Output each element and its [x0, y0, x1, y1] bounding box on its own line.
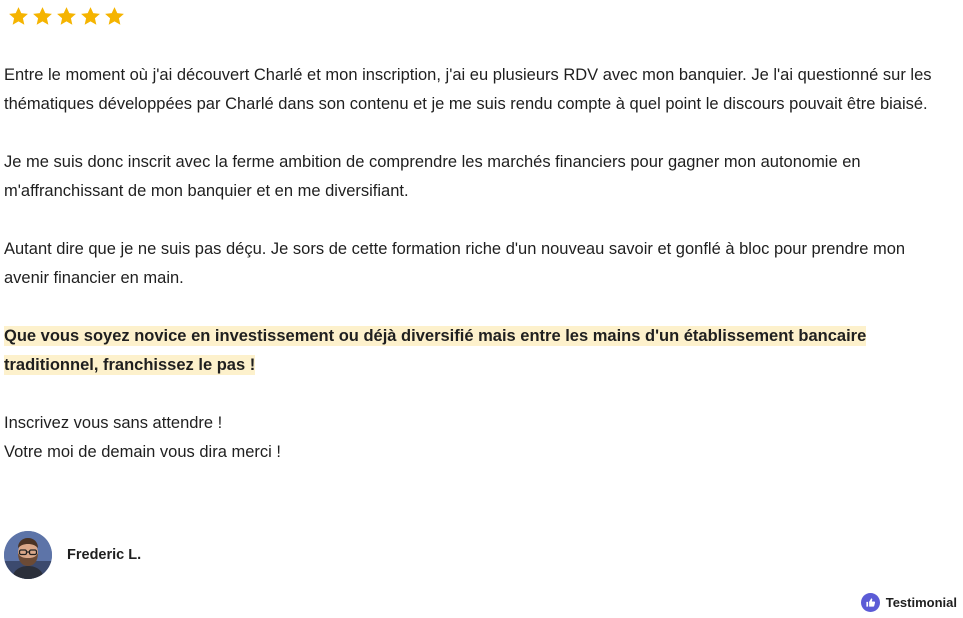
star-icon [55, 5, 78, 28]
review-paragraph: Entre le moment où j'ai découvert Charlé et mon inscription, j'ai eu plusieurs RDV avec mon banquier. Je l'ai questionné sur les thématiques développées par Charlé dans son contenu et je me suis rendu compte à quel point le discours pouvait être biaisé. [4, 66, 932, 113]
star-icon [103, 5, 126, 28]
badge-label: Testimonial [885, 595, 957, 610]
avatar-photo-icon [4, 531, 52, 579]
author-name: Frederic L. [67, 547, 142, 563]
review-paragraph: Je me suis donc inscrit avec la ferme ambition de comprendre les marchés financiers pour gagner mon autonomie en m'affranchissant de mon banquier et en me diversifiant. [4, 153, 861, 200]
closing-line: Inscrivez vous sans attendre ! [4, 414, 223, 432]
highlighted-text: Que vous soyez novice en investissement ou déjà diversifié mais entre les mains d'un établissement bancaire traditionnel, franchissez le pas ! [4, 327, 867, 374]
star-icon [31, 5, 54, 28]
thumbs-up-icon [861, 593, 880, 612]
review-text [4, 61, 954, 467]
closing-line: Votre moi de demain vous dira merci ! [4, 443, 281, 461]
author-block [4, 531, 141, 579]
highlighted-call-to-action [4, 322, 954, 380]
star-rating [7, 5, 126, 28]
star-icon [7, 5, 30, 28]
star-icon [79, 5, 102, 28]
review-paragraph: Autant dire que je ne suis pas déçu. Je sors de cette formation riche d'un nouveau savoir et gonflé à bloc pour prendre mon avenir financier en main. [4, 240, 906, 287]
avatar [4, 531, 52, 579]
testimonial-badge[interactable] [861, 593, 957, 612]
